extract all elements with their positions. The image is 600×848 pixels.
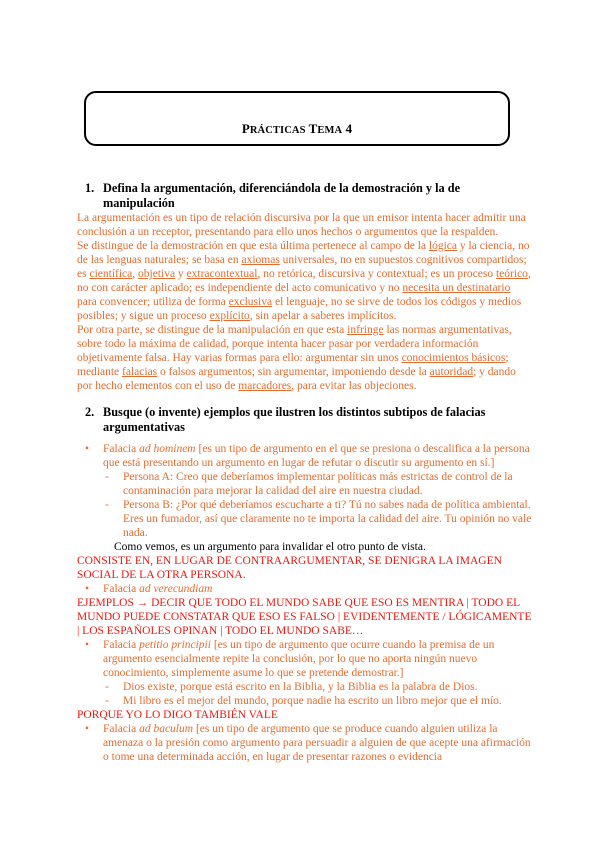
text-run: el lenguaje, no se sirve de todos los códigos y medios posibles; y sigue un proceso xyxy=(77,296,522,322)
text-run: para convencer; utiliza de forma xyxy=(77,296,229,308)
underlined-term: marcadores xyxy=(238,380,292,392)
sub-item xyxy=(77,470,532,498)
bullet-icon: • xyxy=(85,723,90,735)
text-run: , para evitar las objeciones. xyxy=(291,380,417,392)
answer-paragraph-1: La argumentación es un tipo de relación discursiva por la que un emisor intenta hacer admitir una conclusión a un receptor, presentando para ello unos hechos o argumentos que la respalden. xyxy=(77,212,526,238)
dash-icon: - xyxy=(105,681,109,693)
question-2 xyxy=(77,405,532,435)
bullet-icon: • xyxy=(85,583,90,595)
fallacy-name: petitio principii xyxy=(139,639,211,651)
question-text: Busque (o invente) ejemplos que ilustren los distintos subtipos de falacias argumentativas xyxy=(103,405,486,434)
answer-paragraph-2 xyxy=(77,239,532,323)
dash-icon: - xyxy=(105,499,109,511)
example-text: Persona B: ¿Por qué deberíamos escucharte a ti? Tú no sabes nada de política ambiental. Eres un fumador, así que claramente no te importa la calidad del aire. Tu opinión no vale nada. xyxy=(123,499,532,539)
text-run: y la ciencia, no de las lenguas naturales; se basa en xyxy=(77,240,530,266)
text-run: [es un tipo de argumento que se produce cuando alguien utiliza la amenaza o la presión como argumento para persuadir a alguien de que acepte una afirmación o tome una determinada acción, en lugar de presentar razones o evidencia xyxy=(103,723,531,763)
underlined-term: axiomas xyxy=(241,254,280,266)
question-number: 1. xyxy=(85,181,95,195)
text-run: ; mediante xyxy=(77,352,509,378)
title-part: P xyxy=(241,121,250,136)
underlined-term: conocimientos básicos xyxy=(401,352,506,364)
text-run: [es un tipo de argumento que ocurre cuando la premisa de un argumento esencialmente repite la conclusión, por lo que no aporta ningún nuevo conocimiento, simplemente asume lo que se pretende demostrar.] xyxy=(103,639,495,679)
title-part: EMA xyxy=(317,125,343,136)
text-run: Falacia xyxy=(103,443,140,455)
text-run: ; y dando por hecho elementos con el uso de xyxy=(77,366,516,392)
underlined-term: objetiva xyxy=(138,268,176,280)
list-item-ad-hominem xyxy=(77,442,532,470)
title-part: RÁCTICAS xyxy=(249,125,306,136)
underlined-term: falacias xyxy=(122,366,158,378)
answer-paragraph-3 xyxy=(77,323,532,393)
example-text: Dios existe, porque está escrito en la Biblia, y la Biblia es la palabra de Dios. xyxy=(123,681,478,693)
red-note: PORQUE YO LO DIGO TAMBIÉN VALE xyxy=(77,709,278,721)
red-note: CONSISTE EN, EN LUGAR DE CONTRAARGUMENTAR, SE DENIGRA LA IMAGEN SOCIAL DE LA OTRA PERSONA. xyxy=(77,555,502,581)
example-text: Persona A: Creo que deberíamos implementar políticas más estrictas de control de la contaminación para mejorar la calidad del aire en nuestra ciudad. xyxy=(123,471,513,497)
text-run: Falacia xyxy=(103,639,140,651)
question-text: Defina la argumentación, diferenciándola de la demostración y la de manipulación xyxy=(103,181,461,210)
text-run: Falacia xyxy=(103,723,140,735)
text-run: , xyxy=(132,268,138,280)
bullet-icon: • xyxy=(85,443,90,455)
underlined-term: teórico xyxy=(496,268,528,280)
text-run: , no con carácter aplicado; es independiente del acto comunicativo y no xyxy=(77,268,531,294)
question-number: 2. xyxy=(85,405,95,419)
title-part: T xyxy=(305,121,318,136)
sub-item xyxy=(77,680,532,694)
underlined-term: científica xyxy=(89,268,133,280)
underlined-term: autoridad xyxy=(429,366,474,378)
text-run: Falacia xyxy=(103,583,140,595)
text-run: Se distingue de la demostración en que esta última pertenece al campo de la xyxy=(77,240,429,252)
list-item-ad-verecundiam xyxy=(77,582,532,596)
text-run: Por otra parte, se distingue de la manipulación en que esta xyxy=(77,324,348,336)
fallacy-name: ad verecundiam xyxy=(139,583,213,595)
text-run: , sin apelar a saberes implícitos. xyxy=(249,310,397,322)
note-text: Como vemos, es un argumento para invalidar el otro punto de vista. xyxy=(114,541,426,553)
underlined-term: infringe xyxy=(347,324,384,336)
text-run: las normas argumentativas, sobre todo la máxima de calidad, porque intenta hacer pasar por verdadera información objetivamente falsa. Hay varias formas para ello: argumentar sin unos xyxy=(77,324,512,364)
content xyxy=(77,181,532,764)
example-text: Mi libro es el mejor del mundo, porque nadie ha escrito un libro mejor que el mío. xyxy=(123,695,502,707)
title-part: 4 xyxy=(342,121,353,136)
sub-item xyxy=(77,498,532,540)
fallacy-name: ad baculum xyxy=(139,723,194,735)
underlined-term: lógica xyxy=(428,240,458,252)
list-item-petitio-principii xyxy=(77,638,532,680)
dash-icon: - xyxy=(105,471,109,483)
bullet-icon: • xyxy=(85,639,90,651)
underlined-term: exclusiva xyxy=(228,296,273,308)
dash-icon: - xyxy=(105,695,109,707)
red-note: EJEMPLOS → DECIR QUE TODO EL MUNDO SABE QUE ESO ES MENTIRA | TODO EL MUNDO PUEDE CONSTATAR QUE ESO ES FALSO | EVIDENTEMENTE / LÓGICAMENTE | LOS ESPAÑOLES OPINAN | TODO EL MUNDO SABE… xyxy=(77,597,532,637)
question-1 xyxy=(77,181,532,211)
text-run: universales, no en supuestos cognitivos compartidos; es xyxy=(77,254,527,280)
sub-item xyxy=(77,694,532,708)
title-box xyxy=(84,91,510,146)
underlined-term: extracontextual xyxy=(186,268,258,280)
text-run: y xyxy=(175,268,187,280)
list-item-ad-baculum xyxy=(77,722,532,764)
fallacy-name: ad hominem xyxy=(139,443,196,455)
text-run: o falsos argumentos; sin argumentar, imponiendo desde la xyxy=(157,366,430,378)
text-run: , no retórica, discursiva y contextual; es un proceso xyxy=(257,268,496,280)
underlined-term: necesita un destinatario xyxy=(402,282,511,294)
text-run: [es un tipo de argumento en el que se presiona o descalifica a la persona que está presentando un argumento en lugar de refutar o discutir su argumento en sí.] xyxy=(103,443,530,469)
underlined-term: explícito xyxy=(209,310,250,322)
page-title xyxy=(86,121,508,137)
